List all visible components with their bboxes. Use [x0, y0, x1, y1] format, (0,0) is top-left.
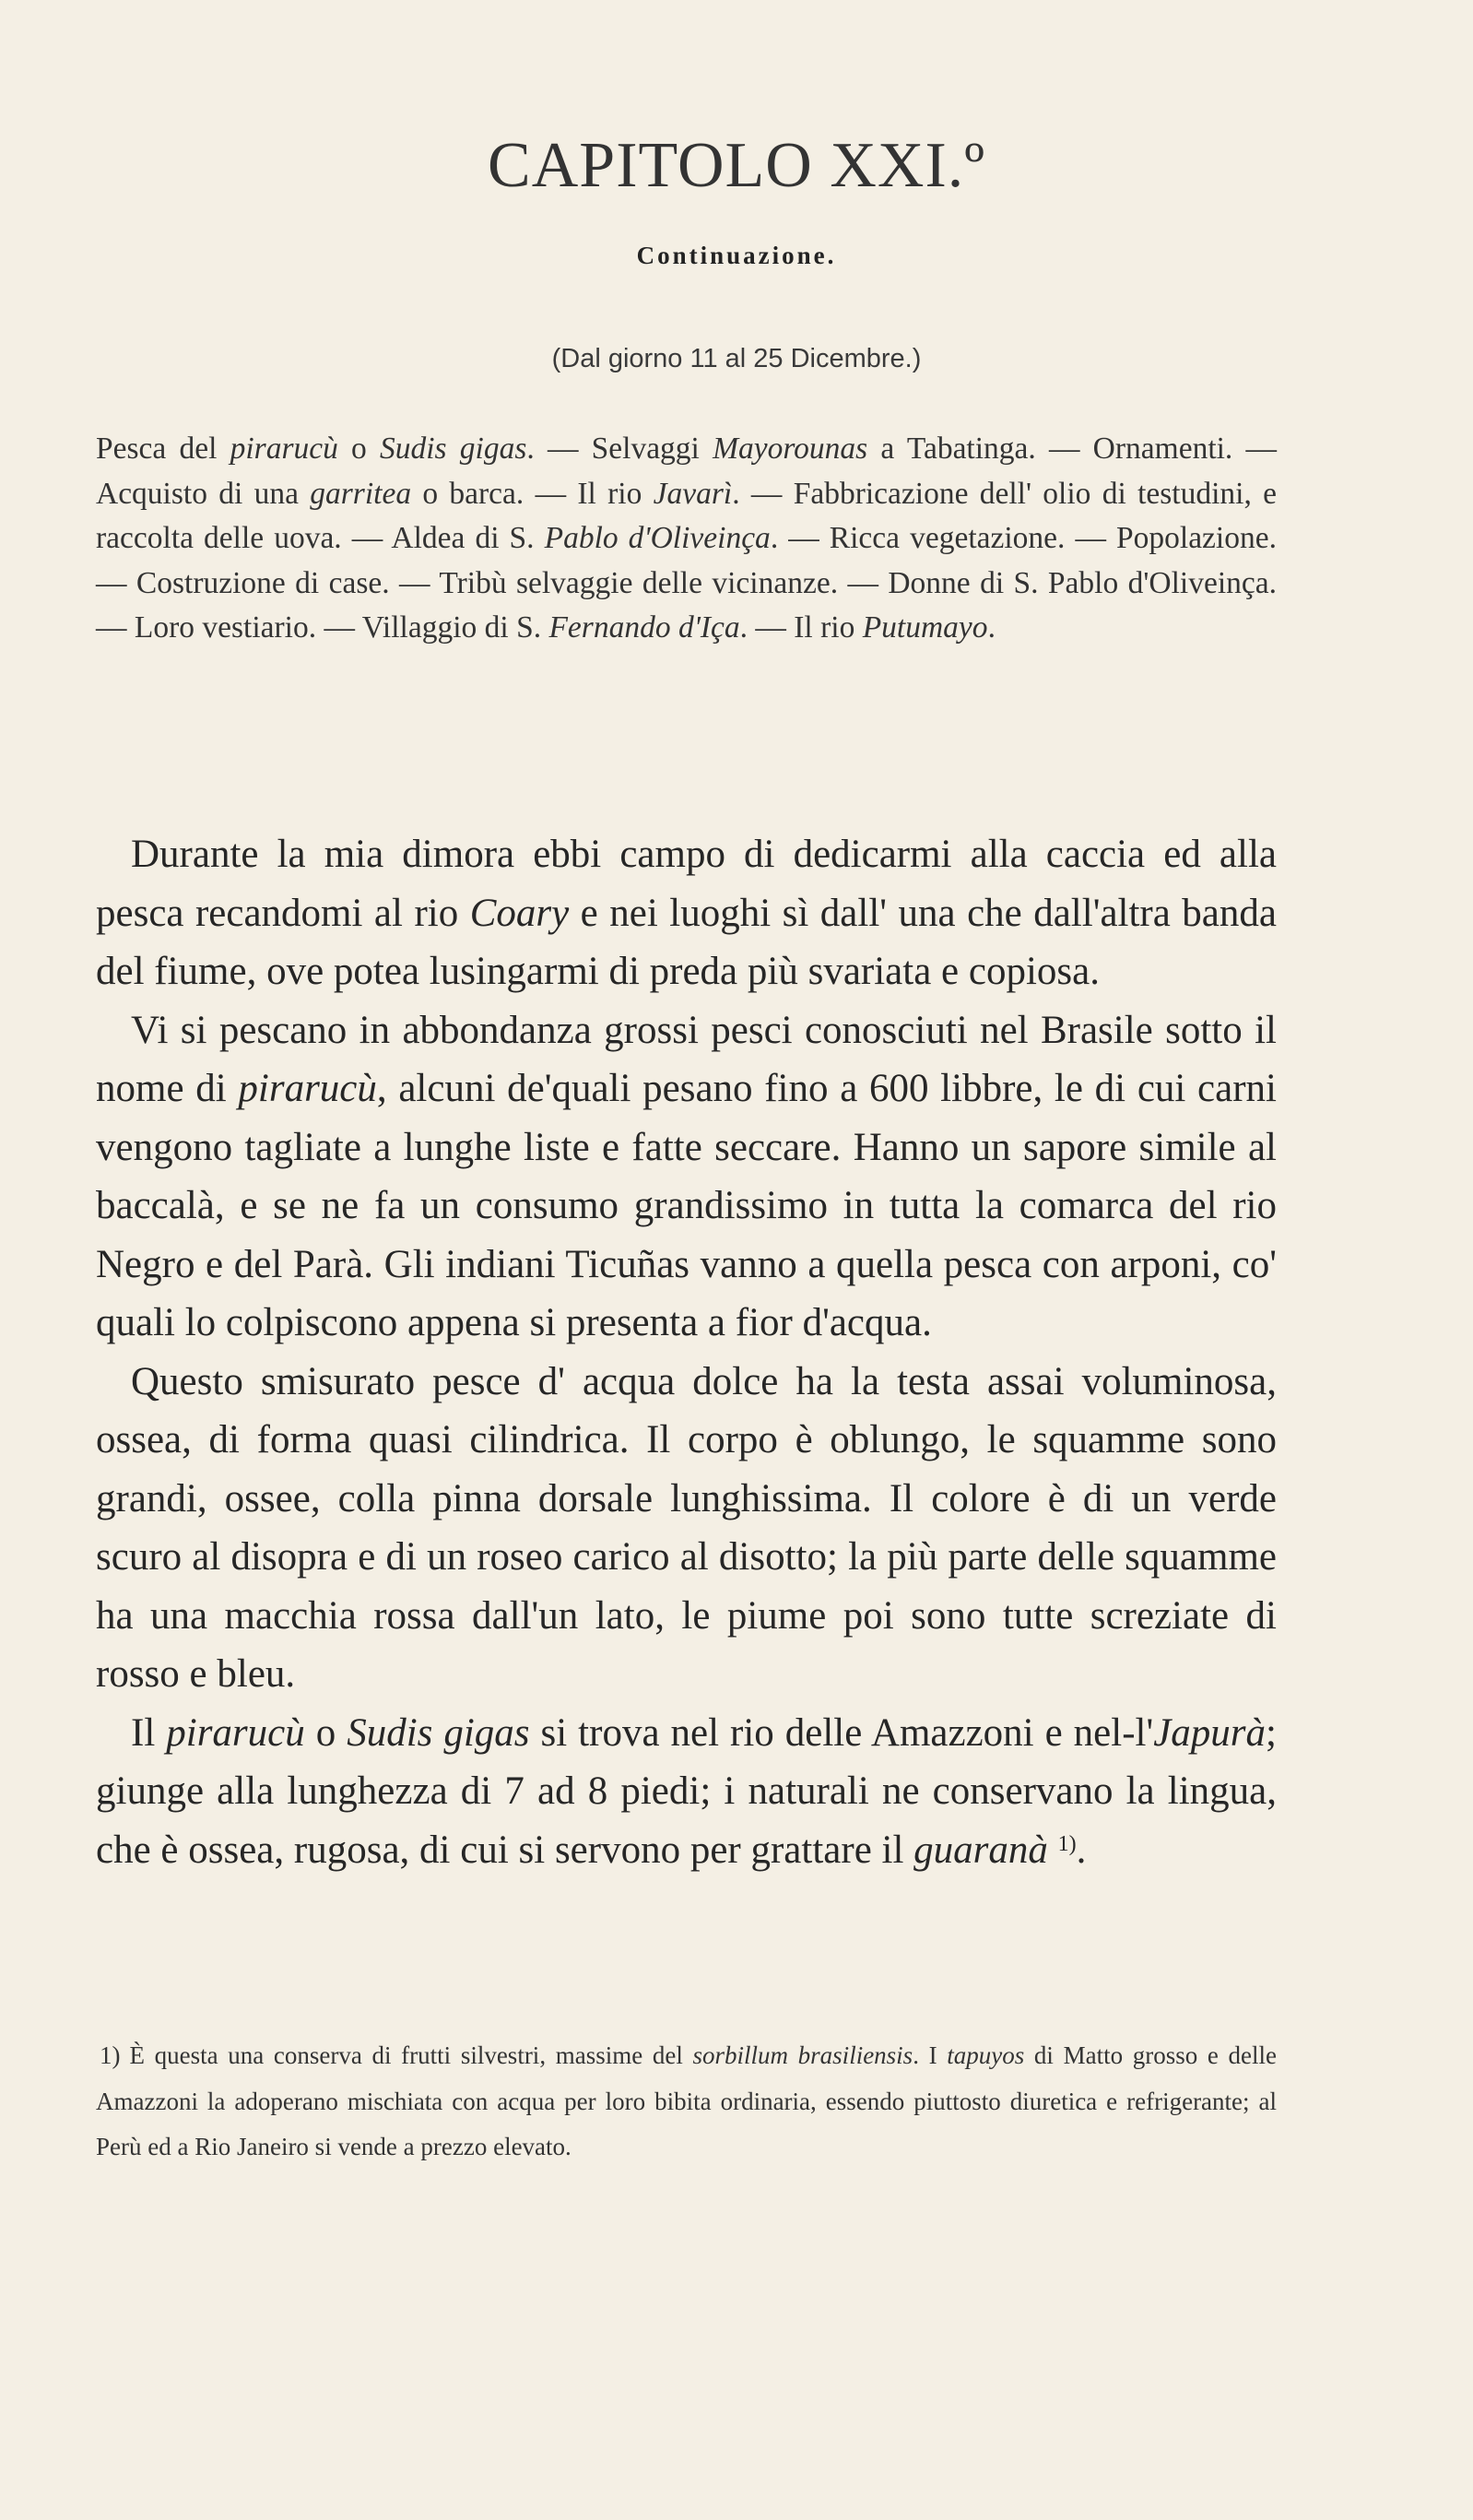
footnote-text: È questa una conserva di frutti silvestri, massime del [129, 2041, 693, 2069]
summary-text: o barca. — Il rio [411, 476, 654, 511]
summary-italic: Mayorounas [713, 432, 868, 466]
footnote-reference[interactable]: 1) [1057, 1831, 1077, 1856]
paragraph-text: Vi si pescano in abbondanza grossi pesci conosciuti nel Brasile sotto il nome di [96, 1008, 1277, 1110]
summary-text: o [337, 432, 380, 466]
paragraph-italic: pirarucù [238, 1067, 377, 1110]
paragraph-italic: guaranà [913, 1828, 1048, 1872]
body-text [96, 825, 1277, 1879]
summary-text: a Tabatinga. — Ornamenti. — Acquisto di una [96, 432, 1278, 511]
summary-text: . — Selvaggi [526, 432, 713, 466]
chapter-subtitle: Continuazione. [636, 242, 837, 269]
footnote-italic: sorbillum brasiliensis [692, 2041, 913, 2069]
summary-italic: Fernando d'Iça [548, 610, 740, 645]
footnote-text: di Matto grosso e delle Amazzoni la adoperano mischiata con acqua per loro bibita ordinaria, essendo piuttosto diuretica e refrigerante; al Perù ed a Rio Janeiro si vende a prezzo elevato. [96, 2041, 1277, 2160]
summary-italic: pirarucù [230, 432, 338, 466]
paragraph-text: ; giunge alla lunghezza di 7 ad 8 piedi; i naturali ne conservano la lingua, che è ossea, rugosa, di cui si servono per grattare il [96, 1710, 1277, 1872]
paragraph-1 [96, 825, 1277, 1001]
summary-italic: Putumayo [862, 610, 988, 645]
footnote-italic: tapuyos [947, 2041, 1025, 2069]
paragraph-italic: Sudis gigas [347, 1710, 530, 1755]
chapter-title: CAPITOLO XXI.º [488, 130, 985, 201]
paragraph-text: Durante la mia dimora ebbi campo di dedicarmi alla caccia ed alla pesca recandomi al rio [96, 833, 1277, 935]
summary-italic: Sudis gigas [379, 432, 527, 466]
paragraph-text: e nei luoghi sì dall' una che dall'altra banda del fiume, ove potea lusingarmi di preda più svariata e copiosa. [96, 891, 1277, 993]
summary-text: Pesca del [96, 432, 230, 466]
summary-italic: Pablo d'Oliveinça [544, 521, 771, 555]
paragraph-3 [96, 1353, 1277, 1704]
summary-text: . — Ricca vegetazione. — Popolazione. — Costruzione di case. — Tribù selvaggie delle vicinanze. — Donne di S. Pablo d'Oliveinça. — Loro vestiario. — Villaggio di S. [96, 521, 1277, 645]
date-range: (Dal giorno 11 al 25 Dicembre.) [551, 344, 922, 373]
footnote [96, 2033, 1277, 2171]
paragraph-text: si trova nel rio delle Amazzoni e nel-l' [529, 1710, 1154, 1755]
paragraph-text: Il [131, 1710, 167, 1755]
footnote-text: . I [913, 2041, 948, 2069]
summary-text: . — Il rio [739, 610, 863, 645]
summary-text: . — Fabbricazione dell' olio di testudini, e raccolta delle uova. — Aldea di S. [96, 476, 1277, 555]
summary-text: . [987, 610, 996, 645]
paragraph-4 [96, 1704, 1277, 1880]
paragraph-text: Questo smisurato pesce d' acqua dolce ha la testa assai voluminosa, ossea, di forma quasi cilindrica. Il corpo è oblungo, le squamme sono grandi, ossee, colla pinna dorsale lunghissima. Il colore è di un verde scuro al disopra e di un roseo carico al disotto; la più parte delle squamme ha una macchia rossa dall'un lato, le piume poi sono tutte screziate di rosso e bleu. [96, 1359, 1277, 1696]
footnote-number: 1) [100, 2041, 121, 2069]
chapter-summary [96, 427, 1277, 651]
paragraph-text: . [1076, 1828, 1087, 1872]
summary-italic: Javarì [653, 476, 733, 511]
paragraph-italic: pirarucù [166, 1710, 305, 1755]
paragraph-italic: Coary [469, 891, 570, 935]
paragraph-2 [96, 1001, 1277, 1353]
paragraph-text: , alcuni de'quali pesano fino a 600 libbre, le di cui carni vengono tagliate a lunghe liste e fatte seccare. Hanno un sapore simile al baccalà, e se ne fa un consumo grandissimo in tutta la comarca del rio Negro e del Parà. Gli indiani Ticuñas vanno a quella pesca con arponi, co' quali lo colpiscono appena si presenta a fior d'acqua. [96, 1067, 1277, 1344]
paragraph-text: o [304, 1710, 348, 1755]
paragraph-italic: Japurà [1153, 1710, 1267, 1755]
summary-italic: garritea [310, 476, 412, 511]
